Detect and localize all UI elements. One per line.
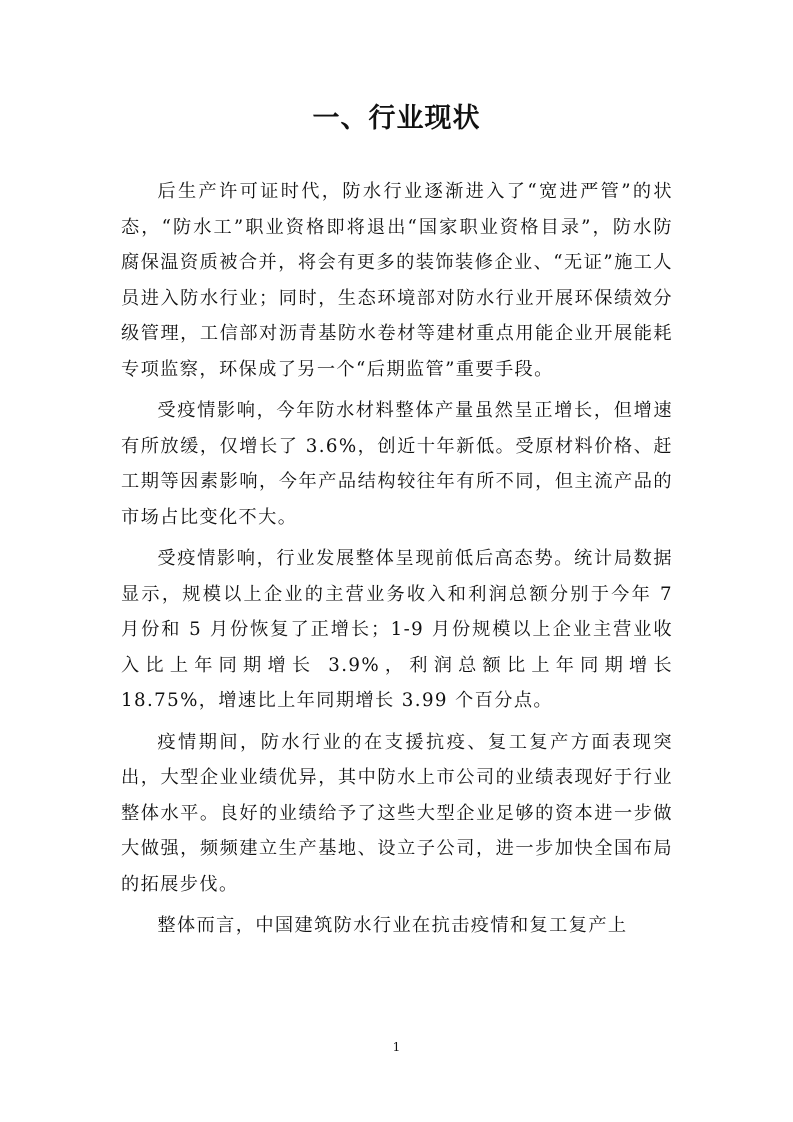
paragraph: 整体而言，中国建筑防水行业在抗击疫情和复工复产上 [157, 915, 628, 936]
paragraph: 后生产许可证时代，防水行业逐渐进入了“宽进严管”的状态，“防水工”职业资格即将退出“国家职业资格目录”，防水防腐保温资质被合并，将会有更多的装饰装修企业、“无证”施工人员进入防水行业；同时，生态环境部对防水行业开展环保绩效分级管理，工信部对沥青基防水卷材等建材重点用能企业开展能耗专项监察，环保成了另一个“后期监管”重要手段。 [121, 181, 673, 380]
page-number: 1 [392, 1040, 401, 1054]
paragraph: 受疫情影响，今年防水材料整体产量虽然呈正增长，但增速有所放缓，仅增长了 3.6%，创近十年新低。受原材料价格、赶工期等因素影响，今年产品结构较往年有所不同，但主流产品的市场占比变化不大。 [121, 400, 673, 528]
body-text [121, 174, 673, 950]
section-title: 一、行业现状 [312, 103, 481, 134]
paragraph: 疫情期间，防水行业的在支援抗疫、复工复产方面表现突出，大型企业业绩优异，其中防水上市公司的业绩表现好于行业整体水平。良好的业绩给予了这些大型企业足够的资本进一步做大做强，频频建立生产基地、设立子公司，进一步加快全国布局的拓展步伐。 [121, 731, 673, 895]
paragraph: 受疫情影响，行业发展整体呈现前低后高态势。统计局数据显示，规模以上企业的主营业务收入和利润总额分别于今年 7 月份和 5 月份恢复了正增长；1-9 月份规模以上企业主营业收入比上年同期增长 3.9%，利润总额比上年同期增长 18.75%，增速比上年同期增长 3.99 个百分点。 [121, 548, 673, 711]
